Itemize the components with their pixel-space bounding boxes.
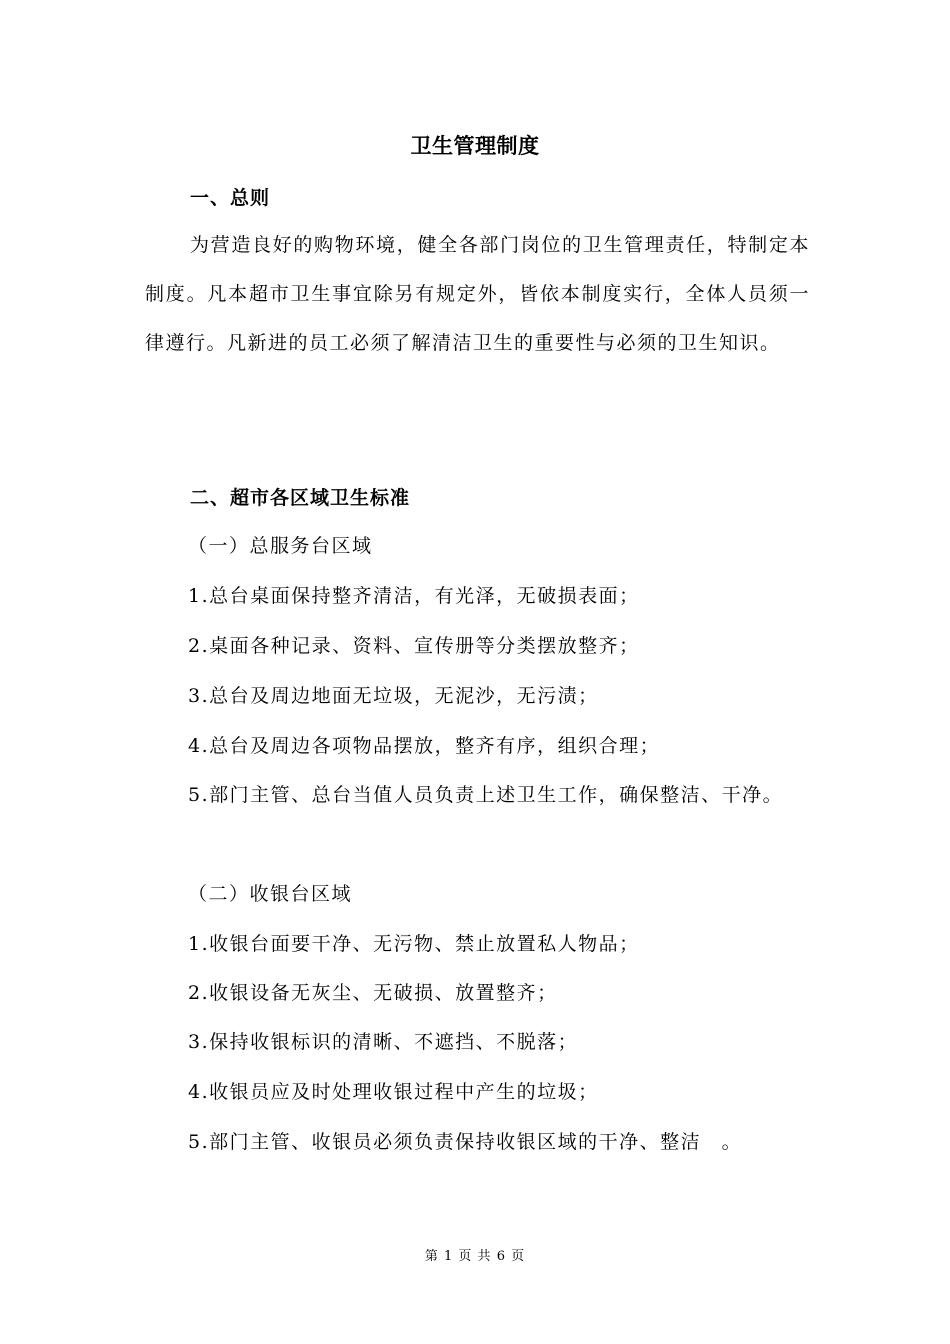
section-heading-standards: 二、超市各区域卫生标准 (190, 487, 411, 509)
section-heading-general: 一、总则 (190, 187, 271, 209)
list-item: 5.部门主管、总台当值人员负责上述卫生工作，确保整洁、干净。 (188, 784, 784, 806)
list-item: 2.收银设备无灰尘、无破损、放置整齐； (188, 982, 558, 1004)
subsection-heading-cashier: （二）收银台区域 (188, 883, 353, 905)
list-item: 1.收银台面要干净、无污物、禁止放置私人物品； (188, 933, 640, 955)
list-item: 4.收银员应及时处理收银过程中产生的垃圾； (188, 1081, 599, 1103)
list-item: 1.总台桌面保持整齐清洁，有光泽，无破损表面； (188, 585, 640, 607)
page-footer: 第 1 页 共 6 页 (424, 1249, 526, 1264)
list-item: 2.桌面各种记录、资料、宣传册等分类摆放整齐； (188, 635, 640, 657)
general-paragraph: 为营造良好的购物环境，健全各部门岗位的卫生管理责任，特制定本制度。凡本超市卫生事宜除另有规定外，皆依本制度实行，全体人员须一律遵行。凡新进的员工必须了解清洁卫生的重要性与必须的卫生知识。 (145, 234, 810, 354)
list-item: 3.保持收银标识的清晰、不遮挡、不脱落； (188, 1031, 579, 1053)
list-item: 4.总台及周边各项物品摆放，整齐有序，组织合理； (188, 735, 661, 757)
list-item: 5.部门主管、收银员必须负责保持收银区域的干净、整洁 。 (188, 1131, 743, 1153)
subsection-heading-service-desk: （一）总服务台区域 (188, 535, 373, 557)
list-item: 3.总台及周边地面无垃圾，无泥沙，无污渍； (188, 685, 599, 707)
page-title: 卫生管理制度 (410, 134, 540, 158)
